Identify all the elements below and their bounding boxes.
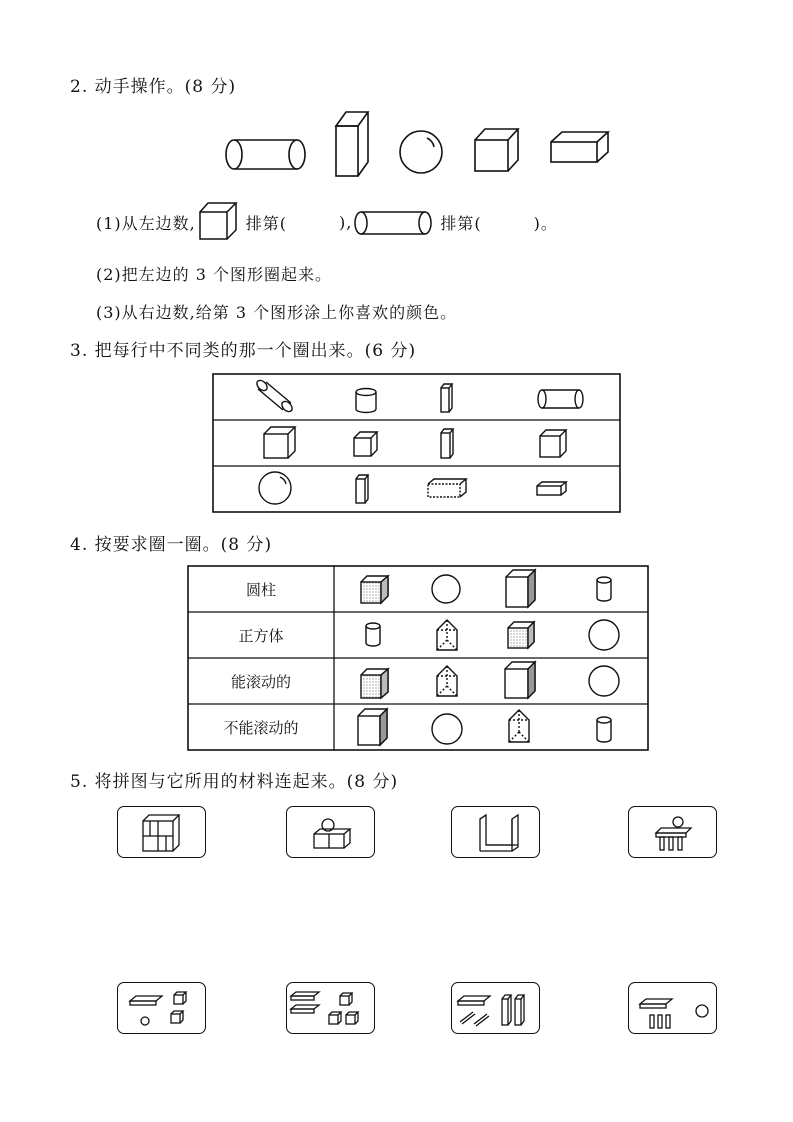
table-with-ball-puzzle-icon bbox=[629, 807, 716, 857]
cube-wireframe-icon[interactable] bbox=[437, 666, 457, 696]
q2-p1-mid2: 排第( bbox=[440, 213, 482, 233]
puzzle-card[interactable] bbox=[117, 806, 206, 858]
q2-p1-close2: )。 bbox=[533, 213, 558, 233]
cube-wireframe-icon[interactable] bbox=[437, 620, 457, 650]
material-card[interactable] bbox=[628, 982, 717, 1034]
cuboid-shaded-icon[interactable] bbox=[506, 570, 535, 607]
q4-row-label: 能滚动的 bbox=[230, 673, 291, 691]
u-frame-puzzle-icon bbox=[452, 807, 539, 857]
puzzle-card[interactable] bbox=[286, 806, 375, 858]
sphere-icon[interactable] bbox=[589, 620, 619, 650]
puzzle-card[interactable] bbox=[628, 806, 717, 858]
cuboid-shaded-icon[interactable] bbox=[505, 662, 535, 698]
q4-title: 4. 按要求圈一圈。(8 分) bbox=[70, 535, 273, 555]
q2-part-3: (3)从右边数,给第 3 个图形涂上你喜欢的颜色。 bbox=[96, 303, 458, 322]
cube-wireframe-icon[interactable] bbox=[509, 710, 529, 742]
q4-row-label: 圆柱 bbox=[245, 581, 276, 599]
cube-shaded-icon[interactable] bbox=[361, 576, 388, 603]
q2-p1-prefix: (1)从左边数, bbox=[96, 213, 196, 233]
sphere-icon[interactable] bbox=[432, 714, 462, 744]
material-card[interactable] bbox=[286, 982, 375, 1034]
cube-shaded-icon[interactable] bbox=[508, 622, 534, 648]
cylinder-icon[interactable] bbox=[366, 623, 380, 646]
cube-tower-puzzle-icon bbox=[118, 807, 205, 857]
plank-cubes-ball-icon bbox=[118, 983, 205, 1033]
sphere-icon[interactable] bbox=[589, 666, 619, 696]
puzzle-card[interactable] bbox=[451, 806, 540, 858]
q4-row-label: 不能滚动的 bbox=[223, 719, 299, 737]
q2-p1-mid: 排第( bbox=[245, 213, 288, 233]
q2-title: 2. 动手操作。(8 分) bbox=[70, 77, 237, 97]
cylinder-icon[interactable] bbox=[597, 717, 611, 742]
cylinder-icon[interactable] bbox=[597, 577, 611, 601]
material-card[interactable] bbox=[451, 982, 540, 1034]
plank-legs-ball-icon bbox=[629, 983, 716, 1033]
material-card[interactable] bbox=[117, 982, 206, 1034]
sphere-icon[interactable] bbox=[432, 575, 460, 603]
q3-title: 3. 把每行中不同类的那一个圈出来。(6 分) bbox=[70, 341, 417, 361]
q5-title: 5. 将拼图与它所用的材料连起来。(8 分) bbox=[70, 772, 399, 792]
q2-p1-close1: ), bbox=[339, 212, 353, 232]
planks-rods-pillars-icon bbox=[452, 983, 539, 1033]
q2-part-2: (2)把左边的 3 个图形圈起来。 bbox=[96, 265, 333, 284]
cuboid-shaded-icon[interactable] bbox=[358, 709, 387, 745]
ball-on-cubes-puzzle-icon bbox=[287, 807, 374, 857]
q4-row-label: 正方体 bbox=[238, 627, 284, 645]
cuboid-shaded-icon[interactable] bbox=[361, 669, 388, 698]
planks-cubes-icon bbox=[287, 983, 374, 1033]
